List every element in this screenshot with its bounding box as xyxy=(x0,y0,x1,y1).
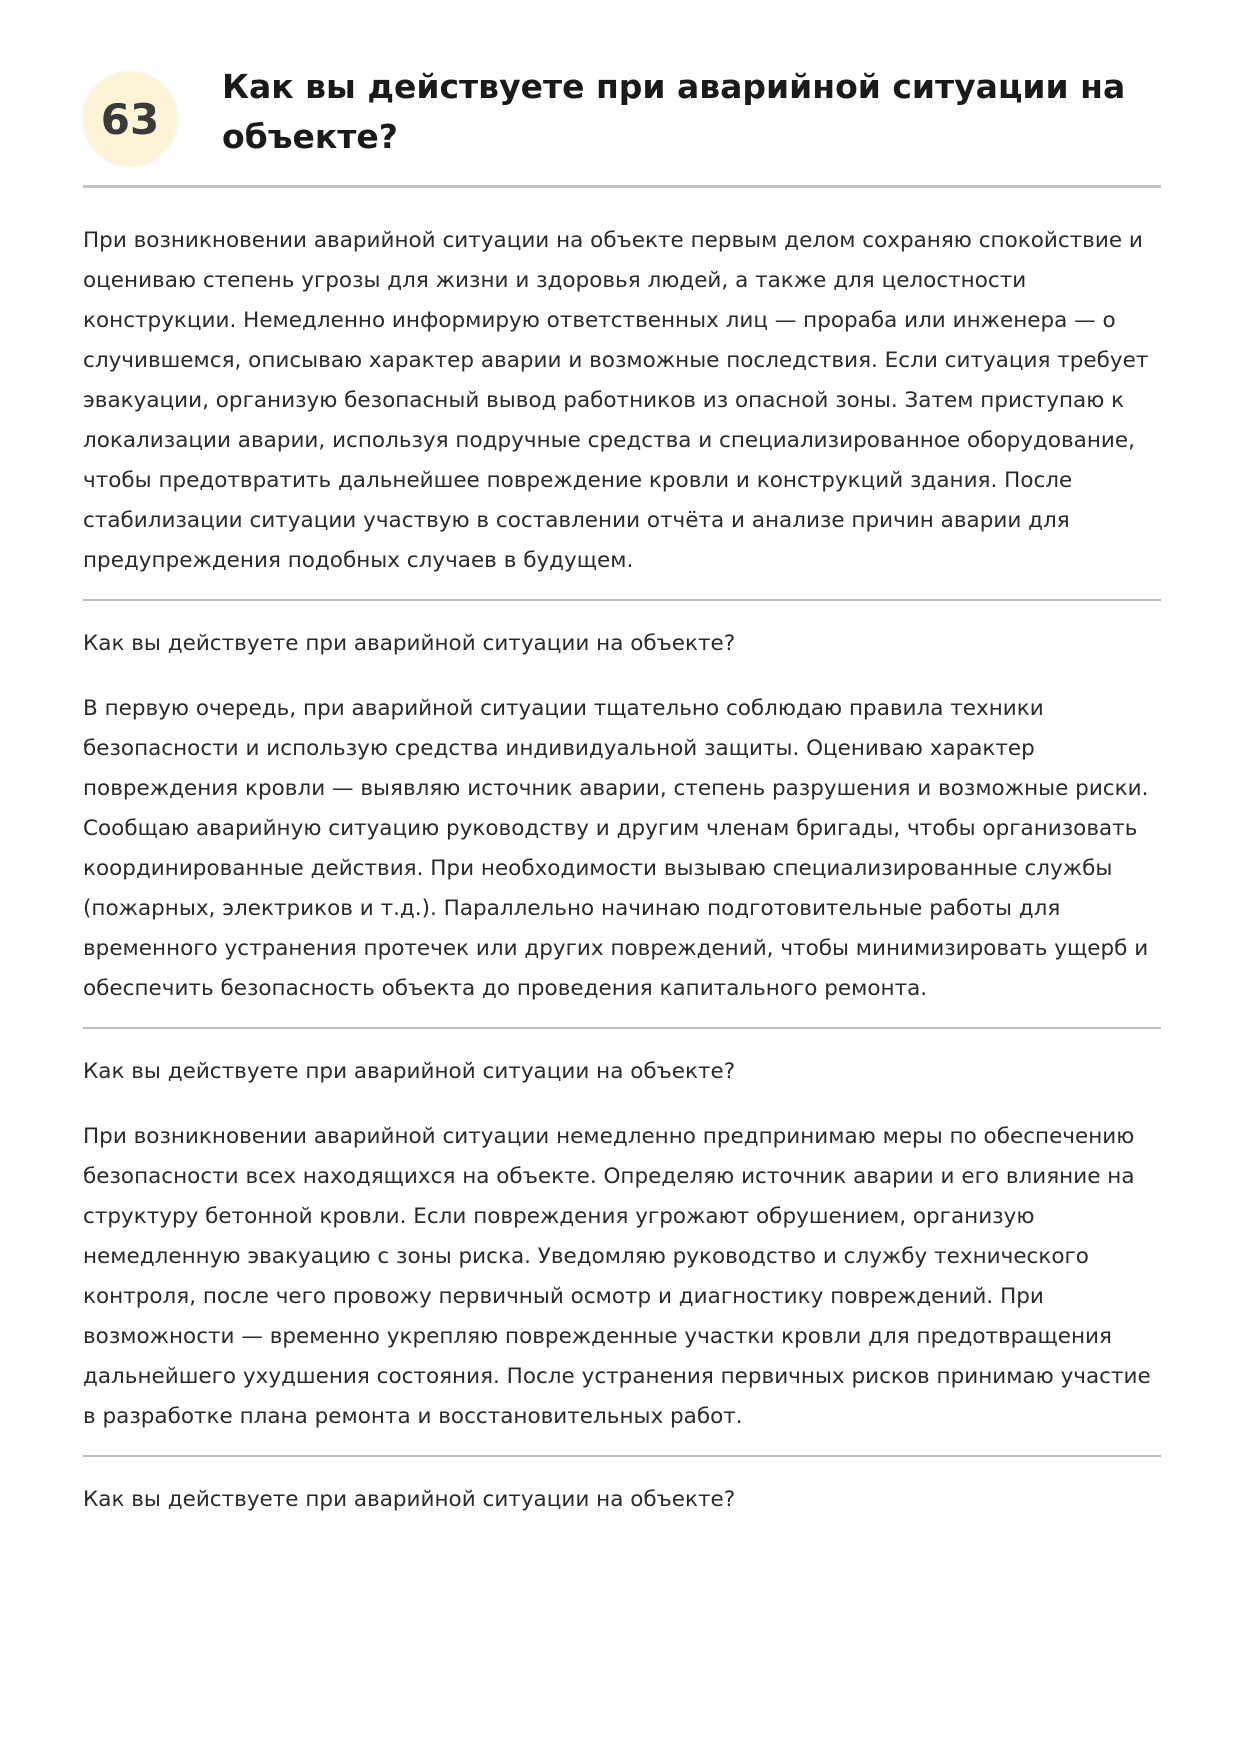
question-header xyxy=(83,56,1161,188)
document-page xyxy=(83,56,1161,1520)
question-repeat-4: Как вы действуете при аварийной ситуации на объекте? xyxy=(83,1487,736,1512)
question-title: Как вы действуете при аварийной ситуации на объекте? xyxy=(222,67,1126,156)
answer-paragraph-2: В первую очередь, при аварийной ситуации тщательно соблюдаю правила техники безопасности и использую средства индивидуальной защиты. Оцениваю характер повреждения кровли — выявляю источник аварии, степень разрушения и возможные риски. Сообщаю аварийную ситуацию руководству и другим членам бригады, чтобы организовать координированные действия. При необходимости вызываю специализированные службы (пожарных, электриков и т.д.). Параллельно начинаю подготовительные работы для временного устранения протечек или других повреждений, чтобы минимизировать ущерб и обеспечить безопасность объекта до проведения капитального ремонта. xyxy=(83,696,1149,1001)
question-number-badge: 63 xyxy=(83,72,177,166)
divider xyxy=(83,599,1161,601)
question-repeat-2: Как вы действуете при аварийной ситуации на объекте? xyxy=(83,631,736,656)
divider xyxy=(83,1027,1161,1029)
answer-paragraph-1: При возникновении аварийной ситуации на объекте первым делом сохраняю спокойствие и оцениваю степень угрозы для жизни и здоровья людей, а также для целостности конструкции. Немедленно информирую ответственных лиц — прораба или инженера — о случившемся, описываю характер аварии и возможные последствия. Если ситуация требует эвакуации, организую безопасный вывод работников из опасной зоны. Затем приступаю к локализации аварии, используя подручные средства и специализированное оборудование, чтобы предотвратить дальнейшее повреждение кровли и конструкций здания. После стабилизации ситуации участвую в составлении отчёта и анализе причин аварии для предупреждения подобных случаев в будущем. xyxy=(83,228,1149,573)
answer-paragraph-3: При возникновении аварийной ситуации немедленно предпринимаю меры по обеспечению безопасности всех находящихся на объекте. Определяю источник аварии и его влияние на структуру бетонной кровли. Если повреждения угрожают обрушением, организую немедленную эвакуацию с зоны риска. Уведомляю руководство и службу технического контроля, после чего провожу первичный осмотр и диагностику повреждений. При возможности — временно укрепляю поврежденные участки кровли для предотвращения дальнейшего ухудшения состояния. После устранения первичных рисков принимаю участие в разработке плана ремонта и восстановительных работ. xyxy=(83,1124,1151,1429)
divider xyxy=(83,1455,1161,1457)
question-repeat-3: Как вы действуете при аварийной ситуации на объекте? xyxy=(83,1059,736,1084)
